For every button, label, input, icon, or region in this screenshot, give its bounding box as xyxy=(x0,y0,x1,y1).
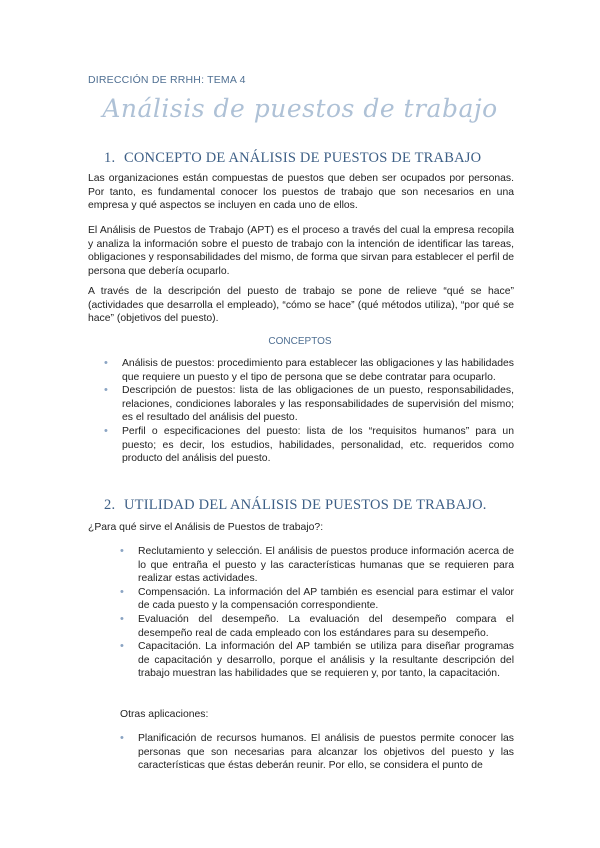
course-header: DIRECCIÓN DE RRHH: TEMA 4 xyxy=(88,74,246,86)
uses-list xyxy=(120,545,514,681)
list-item: • Evaluación del desempeño. La evaluación del desempeño compara el desempeño real de cada empleado con los estándares para su desempeño. xyxy=(120,613,514,640)
document-title: Análisis de puestos de trabajo xyxy=(102,94,498,123)
section-1-paragraph-3: A través de la descripción del puesto de trabajo se pone de relieve “qué se hace” (actividades que desarrolla el empleado), “cómo se hace” (qué métodos utiliza), “por qué se hace” (objetivos del puesto). xyxy=(88,286,514,325)
section-1-paragraph-2: El Análisis de Puestos de Trabajo (APT) es el proceso a través del cual la empresa recopila y analiza la información sobre el puesto de trabajo con la intención de identificar las tareas, obligaciones y responsabilidades del mismo, de forma que sirvan para establecer el perfil de persona que debería ocuparlo. xyxy=(88,225,514,277)
section-2-title: UTILIDAD DEL ANÁLISIS DE PUESTOS DE TRABAJO. xyxy=(124,497,487,513)
section-2-heading xyxy=(104,497,487,514)
list-item: • Análisis de puestos: procedimiento para establecer las obligaciones y las habilidades que requiere un puesto y el tipo de persona que se debe contratar para ocuparlo. xyxy=(104,357,514,384)
concepts-label: CONCEPTOS xyxy=(268,336,332,347)
section-2-number: 2. xyxy=(104,497,116,513)
list-item: • Planificación de recursos humanos. El análisis de puestos permite conocer las personas que son necesarias para alcanzar los objetivos del puesto y las características que éstas deberán reunir. Por ello, se considera el punto de xyxy=(120,732,514,773)
section-1-title: CONCEPTO DE ANÁLISIS DE PUESTOS DE TRABAJO xyxy=(124,150,482,166)
section-1-paragraph-1: Las organizaciones están compuestas de puestos que deben ser ocupados por personas. Por tanto, es fundamental conocer los puestos de trabajo que son necesarios en una empresa y qué aspectos se incluyen en cada uno de ellos. xyxy=(88,173,514,212)
list-item: • Perfil o especificaciones del puesto: lista de los “requisitos humanos” para un puesto; es decir, los estudios, habilidades, personalidad, etc. requeridos como producto del análisis del puesto. xyxy=(104,425,514,466)
list-item: • Compensación. La información del AP también es esencial para estimar el valor de cada puesto y la compensación correspondiente. xyxy=(120,586,514,613)
section-1-heading xyxy=(104,150,481,167)
other-applications-label: Otras aplicaciones: xyxy=(120,709,209,720)
concepts-list xyxy=(104,357,514,466)
list-item: • Capacitación. La información del AP también se utiliza para diseñar programas de capacitación y desarrollo, porque el análisis y la resultante descripción del trabajo muestran las habilidades que se requieren y, por tanto, la capacitación. xyxy=(120,640,514,681)
list-item: • Reclutamiento y selección. El análisis de puestos produce información acerca de lo que entraña el puesto y las características humanas que se requieren para realizar estas actividades. xyxy=(120,545,514,586)
section-1-number: 1. xyxy=(104,150,116,166)
section-2-question: ¿Para qué sirve el Análisis de Puestos de trabajo?: xyxy=(88,522,324,533)
other-applications-list xyxy=(120,732,514,773)
list-item: • Descripción de puestos: lista de las obligaciones de un puesto, responsabilidades, relaciones, condiciones laborales y las responsabilidades de supervisión del mismo; es el resultado del análisis del puesto. xyxy=(104,384,514,425)
